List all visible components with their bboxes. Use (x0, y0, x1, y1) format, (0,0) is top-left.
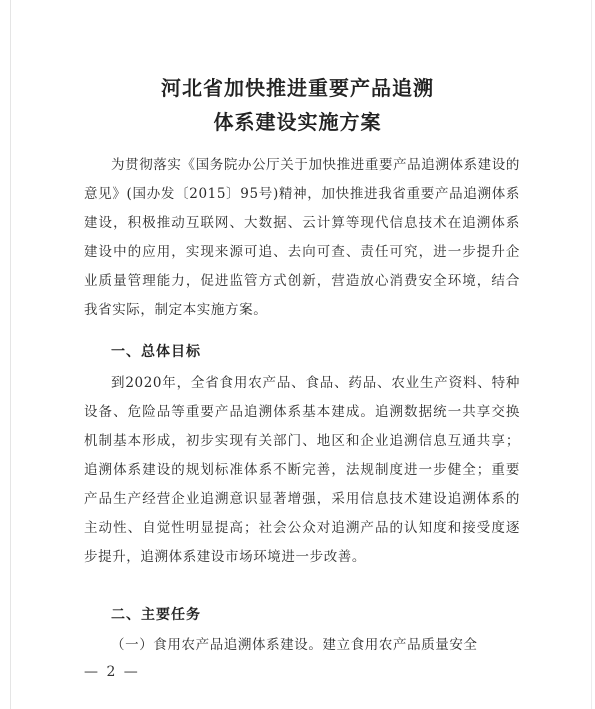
document-title-line1: 河北省加快推进重要产品追溯 (161, 76, 434, 100)
document-title-line2: 体系建设实施方案 (213, 110, 382, 134)
page-number: — 2 — (84, 664, 140, 680)
section1-paragraph: 到2020年，全省食用农产品、食品、药品、农业生产资料、特种设备、危险品等重要产品追溯体系基本建成。追溯数据统一共享交换机制基本形成，初步实现有关部门、地区和企业追溯信息互通共享；追溯体系建设的规划标准体系不断完善，法规制度进一步健全；重要产品生产经营企业追溯意识显著增强，采用信息技术建设追溯体系的主动性、自觉性明显提高；社会公众对追溯产品的认知度和接受度逐步提升，追溯体系建设市场环境进一步改善。 (84, 375, 520, 565)
section1-heading: 一、总体目标 (111, 344, 201, 360)
section2-heading: 二、主要任务 (111, 607, 201, 623)
section2-item1-paragraph: （一）食用农产品追溯体系建设。建立食用农产品质量安全 (111, 637, 478, 653)
intro-paragraph: 为贯彻落实《国务院办公厅关于加快推进重要产品追溯体系建设的意见》(国办发〔2015〕95号)精神，加快推进我省重要产品追溯体系建设，积极推动互联网、大数据、云计算等现代信息技术在追溯体系建设中的应用，实现来源可追、去向可查、责任可究，进一步提升企业质量管理能力，促进监管方式创新，营造放心消费安全环境，结合我省实际，制定本实施方案。 (84, 157, 520, 318)
